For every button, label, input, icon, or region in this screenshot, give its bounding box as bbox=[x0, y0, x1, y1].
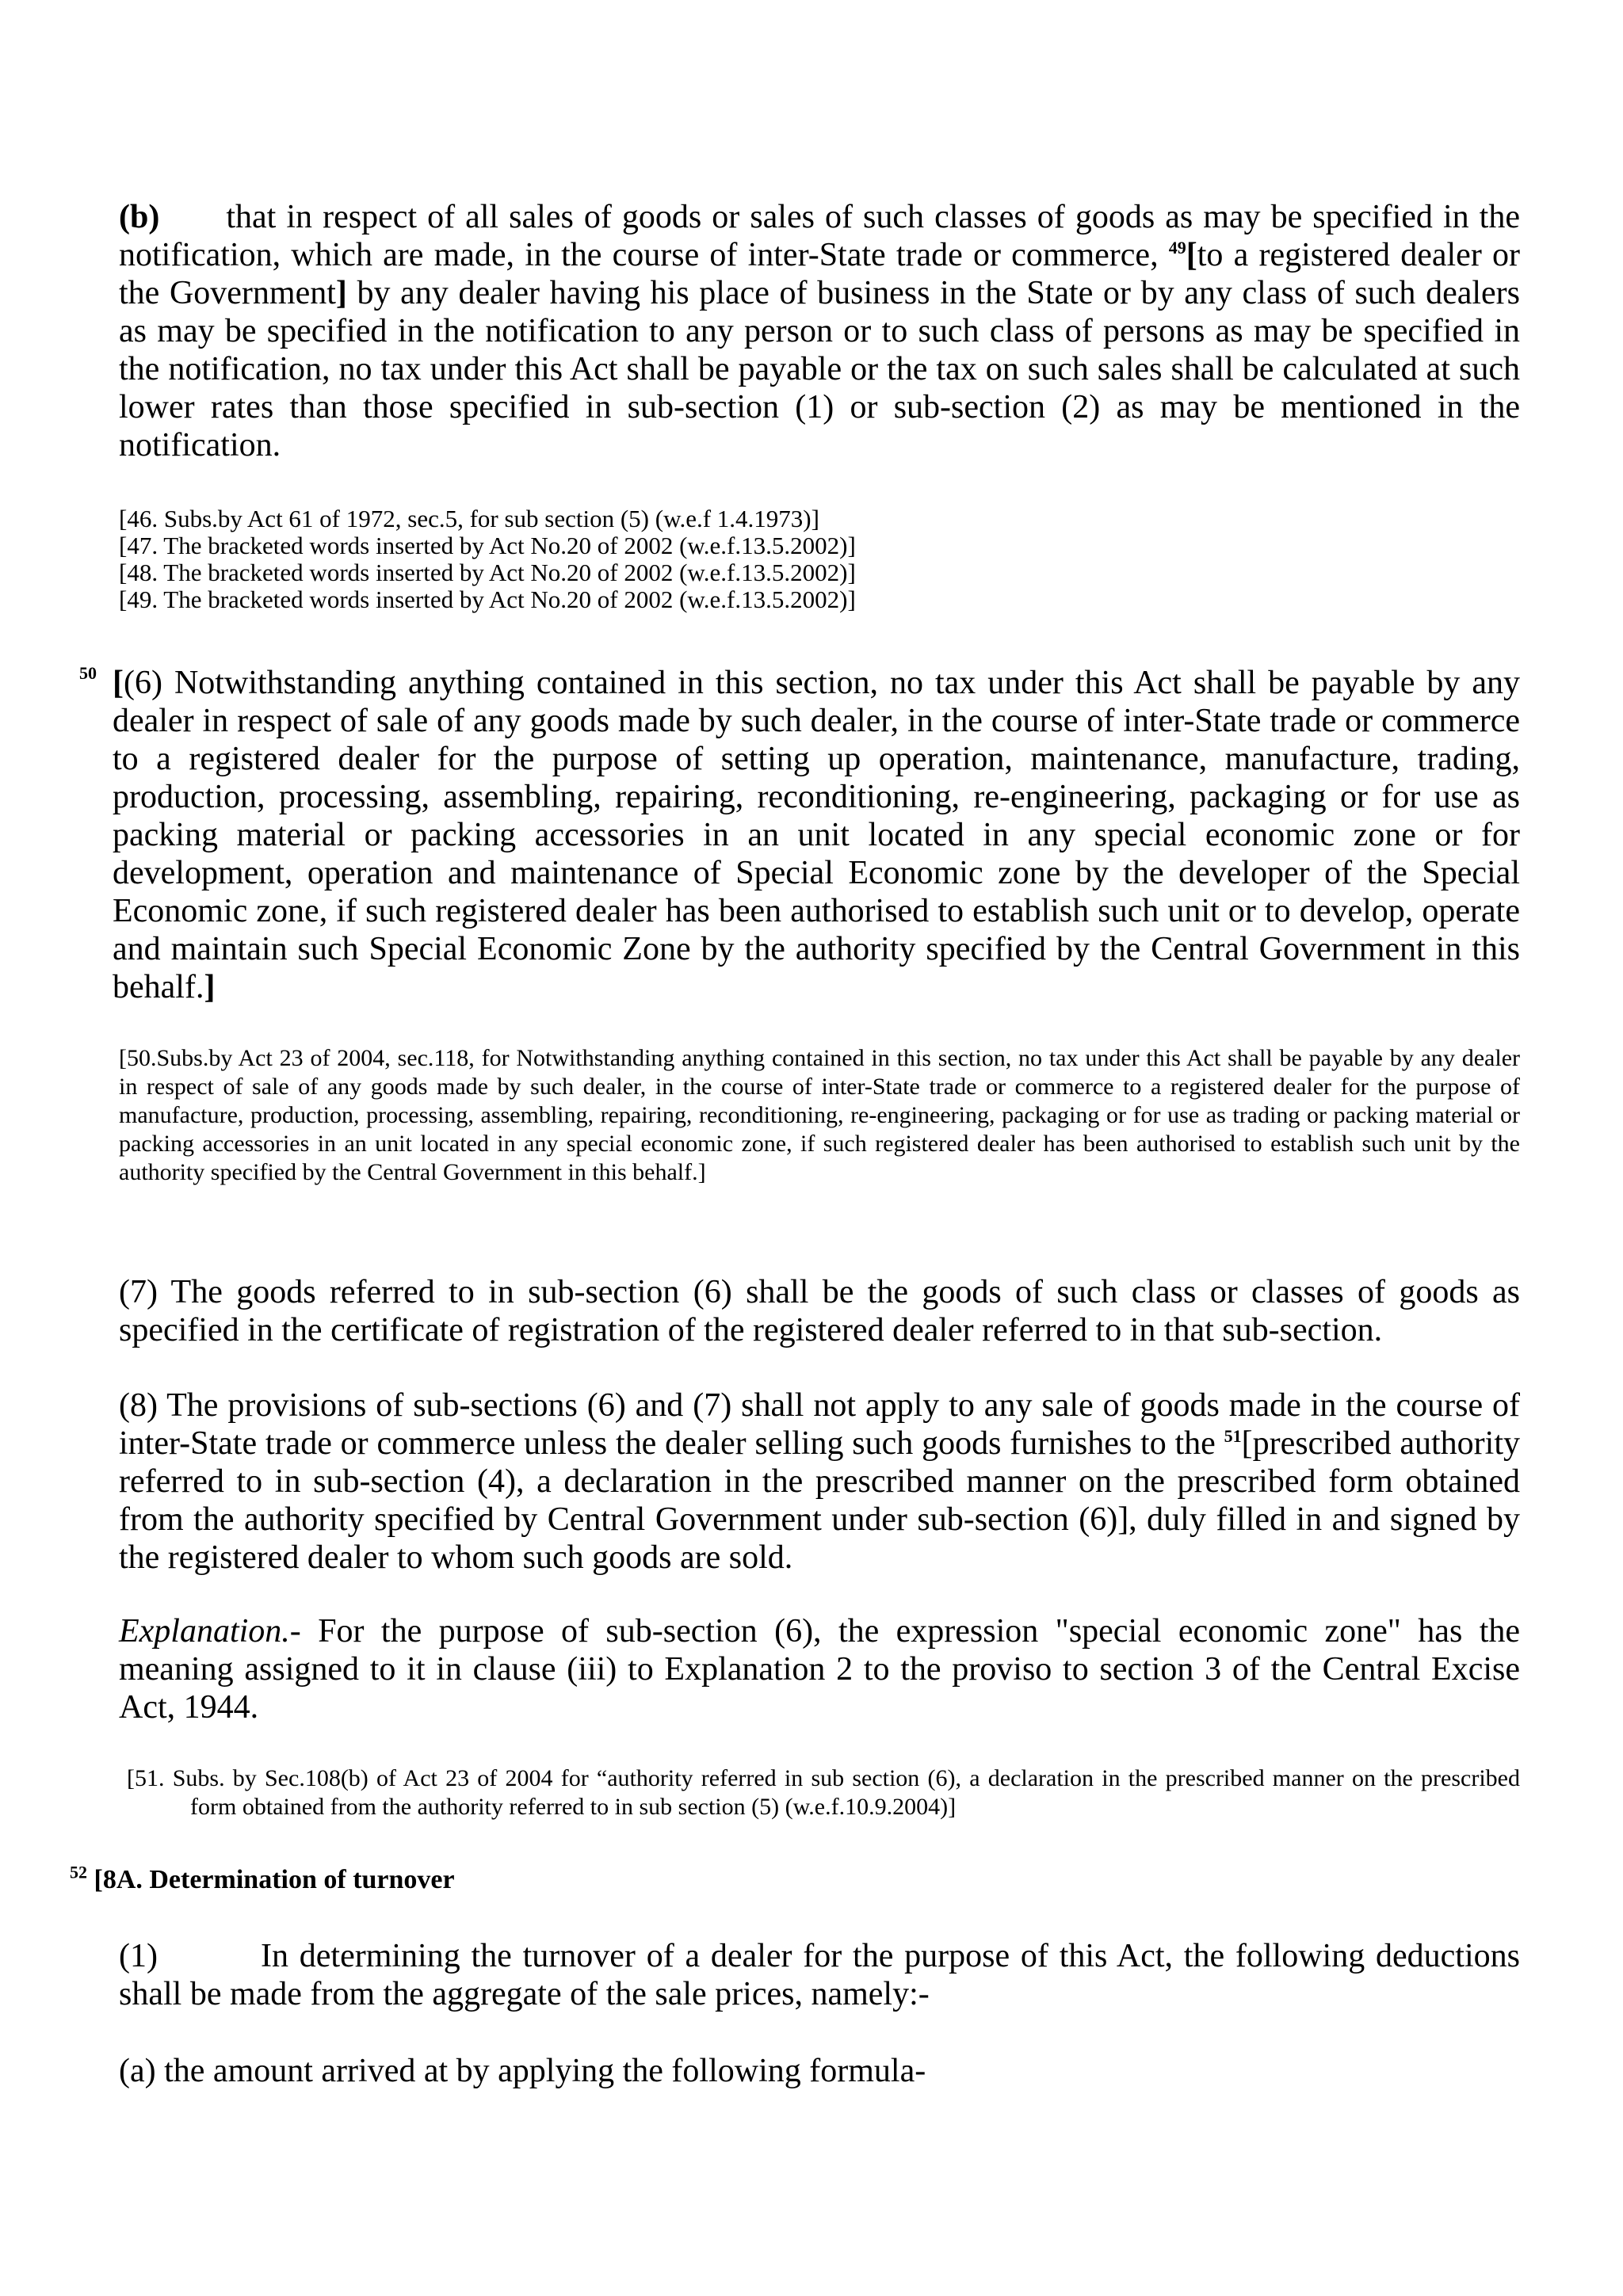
sub-section-7: (7) The goods referred to in sub-section (6) shall be the goods of such class or classes of goods as specified in the certificate of registration of the registered dealer referred to in that sub-section. bbox=[119, 1274, 1520, 1348]
footnotes-46-49 bbox=[119, 505, 1520, 613]
clause-b-label: (b) bbox=[119, 199, 160, 235]
section-8a-heading bbox=[70, 1863, 1520, 1897]
footnote-47: [47. The bracketed words inserted by Act No.20 of 2002 (w.e.f.13.5.2002)] bbox=[119, 532, 856, 559]
footnote-50: [50.Subs.by Act 23 of 2004, sec.118, for Notwithstanding anything contained in this section, no tax under this Act shall be payable by any dealer in respect of sale of any goods made by such dealer, in the course of inter-State trade or commerce to a registered dealer for the purpose of manufacture, production, processing, assembling, repairing, reconditioning, re-engineering, packaging or for use as trading or packing material or packing accessories in an unit located in any special economic zone, if such registered dealer has been authorised to establish such unit by the authority specified by the Central Government in this behalf.] bbox=[119, 1045, 1520, 1185]
bracket-close: ] bbox=[335, 275, 347, 311]
footnote-ref-52: 52 bbox=[70, 1862, 87, 1882]
footnote-46: [46. Subs.by Act 61 of 1972, sec.5, for sub section (5) (w.e.f 1.4.1973)] bbox=[119, 505, 819, 532]
explanation bbox=[119, 1612, 1520, 1726]
sub-section-8-text-2: [prescribed authority referred to in sub-section (4), a declaration in the prescribed manner on the prescribed form obtained from the authority specified by Central Government under sub-section (6)], duly filled in and signed by the registered dealer to whom such goods are sold. bbox=[119, 1425, 1520, 1576]
clause-a: (a) the amount arrived at by applying the following formula- bbox=[119, 2053, 926, 2089]
explanation-label: Explanation.- bbox=[119, 1613, 301, 1650]
sub-section-6: 50 [(6) Notwithstanding anything contained in this section, no tax under this Act shall be payable by any dealer in respect of sale of any goods made by such dealer, in the course of inter-State trade or commerce to a registered dealer for the purpose of setting up operation, maintenance, manufacture, trading, production, processing, assembling, repairing, reconditioning, re-engineering, packaging or for use as packing material or packing accessories in an unit located in any special economic zone or for development, operation and maintenance of Special Economic zone by the developer of the Special Economic zone, if such registered dealer has been authorised to establish such unit or to develop, operate and maintain such Special Economic Zone by the authority specified by the Central Government in this behalf.] bbox=[79, 663, 1520, 1005]
clause-b-inserted-text: to a registered dealer or the Government bbox=[119, 237, 1520, 311]
footnote-ref-49: 49 bbox=[1168, 238, 1186, 257]
footnote-48: [48. The bracketed words inserted by Act No.20 of 2002 (w.e.f.13.5.2002)] bbox=[119, 559, 856, 586]
section-8a-title: [8A. Determination of turnover bbox=[94, 1865, 455, 1894]
explanation-text: For the purpose of sub-section (6), the expression "special economic zone" has the meaning assigned to it in clause (iii) to Explanation 2 to the proviso to section 3 of the Central Excise Act, 1944. bbox=[119, 1613, 1520, 1726]
bracket-open: [ bbox=[113, 665, 124, 701]
sub-section-8-text-1: (8) The provisions of sub-sections (6) and (7) shall not apply to any sale of goods made in the course of inter-State trade or commerce unless the dealer selling such goods furnishes to the bbox=[119, 1387, 1520, 1462]
sub-section-8 bbox=[119, 1386, 1520, 1577]
footnote-51: [51. Subs. by Sec.108(b) of Act 23 of 2004 for “authority referred in sub section (6), a declaration in the prescribed manner on the prescribed form obtained from the authority referred to in sub section (5) (w.e.f.10.9.2004)] bbox=[127, 1765, 1520, 1820]
footnote-49: [49. The bracketed words inserted by Act No.20 of 2002 (w.e.f.13.5.2002)] bbox=[119, 585, 856, 613]
bracket-open: [ bbox=[1186, 237, 1197, 273]
clause-b-text-1: that in respect of all sales of goods or sales of such classes of goods as may be specified in the notification, which are made, in the course of inter-State trade or commerce, bbox=[119, 199, 1520, 273]
bracket-close: ] bbox=[204, 969, 216, 1005]
sub-section-6-body: (6) Notwithstanding anything contained in this section, no tax under this Act shall be payable by any dealer in respect of sale of any goods made by such dealer, in the course of inter-State trade or commerce to a registered dealer for the purpose of setting up operation, maintenance, manufacture, trading, production, processing, assembling, repairing, reconditioning, re-engineering, packaging or for use as packing material or packing accessories in an unit located in any special economic zone or for development, operation and maintenance of Special Economic zone by the developer of the Special Economic zone, if such registered dealer has been authorised to establish such unit or to develop, operate and maintain such Special Economic Zone by the authority specified by the Central Government in this behalf. bbox=[113, 665, 1520, 1005]
sub-section-8a-1 bbox=[119, 1937, 1520, 2013]
clause-b-text-2: by any dealer having his place of business in the State or by any class of such dealers as may be specified in the notification to any person or to such class of persons as may be specified in the notification, no tax under this Act shall be payable or the tax on such sales shall be calculated at such lower rates than those specified in sub-section (1) or sub-section (2) as may be mentioned in the notification. bbox=[119, 275, 1520, 463]
footnote-ref-51: 51 bbox=[1224, 1426, 1242, 1446]
sub-section-8a-1-label: (1) bbox=[119, 1938, 158, 1974]
sub-section-6-text bbox=[113, 664, 1520, 1006]
sub-section-8a-1-text: In determining the turnover of a dealer for the purpose of this Act, the following deductions shall be made from the aggregate of the sale prices, namely:- bbox=[119, 1938, 1520, 2012]
clause-b bbox=[119, 198, 1520, 464]
